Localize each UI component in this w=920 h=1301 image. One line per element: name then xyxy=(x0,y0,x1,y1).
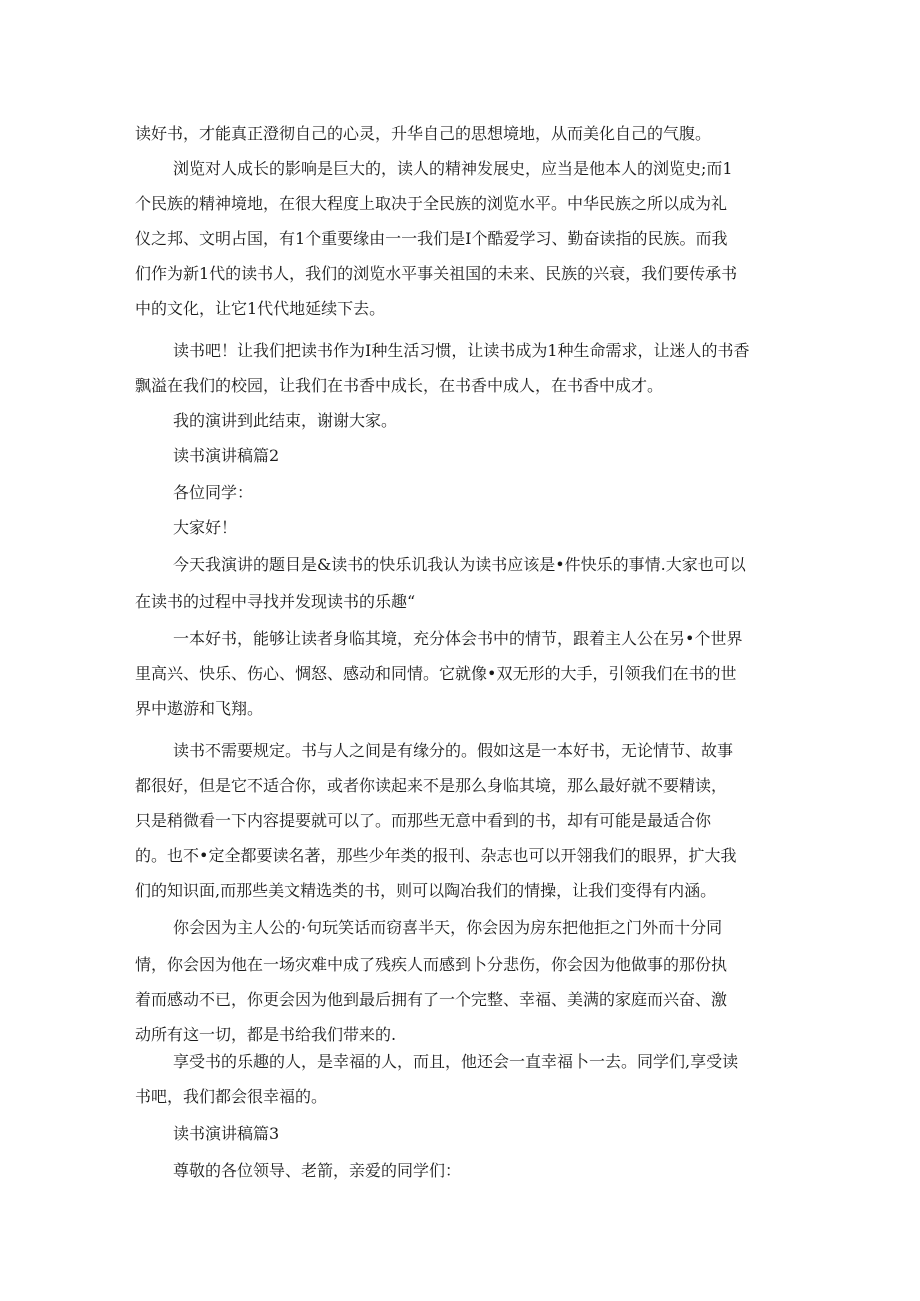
section-heading: 读书演讲稿篇2 xyxy=(173,446,280,465)
body-line: 读好书，才能真正澄彻自己的心灵，升华自己的思想境地，从而美化自己的气腹。 xyxy=(135,124,712,143)
body-line: 飘溢在我们的校园，让我们在书香中成长，在书香中成人，在书香中成才。 xyxy=(135,376,664,395)
body-line: 里高兴、快乐、伤心、惆怒、感动和同情。它就像•双无形的大手，引领我们在书的世 xyxy=(135,664,737,683)
body-line: 都很好，但是它不适合你，或者你读起来不是那么身临其境，那么最好就不要精读， xyxy=(135,776,728,795)
greeting: 大家好！ xyxy=(173,518,238,537)
body-line: 动所有这一切，都是书给我们带来的. xyxy=(135,1025,397,1044)
body-line: 个民族的精神境地，在很大程度上取决于全民族的浏览水平。中华民族之所以成为礼 xyxy=(135,194,728,213)
body-line: 们作为新1代的读书人，我们的浏览水平事关祖国的未来、民族的兴衰，我们要传承书 xyxy=(135,264,738,283)
body-line: 在读书的过程中寻找并发现读书的乐趣“ xyxy=(135,592,416,611)
paragraph-start-line: 一本好书，能够让读者身临其境，充分体会书中的情节，跟着主人公在另•个世界 xyxy=(173,629,743,648)
body-line: 仪之邦、文明占国，有1个重要缘由一一我们是I个酷爱学习、勤奋读指的民族。而我 xyxy=(135,229,728,248)
paragraph-start-line: 享受书的乐趣的人，是幸福的人，而且，他还会一直幸福卜一去。同学们,享受读 xyxy=(173,1052,739,1071)
body-line: 的。也不•定全都要读名著，那些少年类的报刊、杂志也可以开翎我们的眼界，扩大我 xyxy=(135,846,737,865)
salutation: 各位同学： xyxy=(173,483,254,502)
paragraph-start-line: 我的演讲到此结束，谢谢大家。 xyxy=(173,411,398,430)
paragraph-start-line: 今天我演讲的题目是&读书的快乐讥我认为读书应该是•件快乐的事情.大家也可以 xyxy=(173,555,746,574)
paragraph-start-line: 读书吧！让我们把读书作为I种生活习惯，让读书成为1种生命需求，让迷人的书香 xyxy=(173,341,750,360)
salutation: 尊敬的各位领导、老箭，亲爱的同学们： xyxy=(173,1161,462,1180)
paragraph-start-line: 你会因为主人公的·句玩笑话而窃喜半天，你会因为房东把他拒之门外而十分同 xyxy=(173,918,723,937)
body-line: 书吧，我们都会很幸福的。 xyxy=(135,1087,328,1106)
body-line: 着而感动不已，你更会因为他到最后拥有了一个完整、幸福、美满的家庭而兴奋、激 xyxy=(135,990,728,1009)
section-heading: 读书演讲稿篇3 xyxy=(173,1124,280,1143)
body-line: 界中遨游和飞翔。 xyxy=(135,699,264,718)
paragraph-start-line: 读书不需要规定。书与人之间是有缘分的。假如这是一本好书，无论情节、故事 xyxy=(173,741,734,760)
body-line: 们的知识面,而那些美文精选类的书，则可以陶冶我们的情操，让我们变得有内涵。 xyxy=(135,881,717,900)
body-line: 情，你会因为他在一场灾难中成了残疾人而感到卜分悲伤，你会因为他做事的那份执 xyxy=(135,955,728,974)
body-line: 中的文化，让它1代代地延续下去。 xyxy=(135,299,386,318)
body-line: 只是稍微看一下内容提要就可以了。而那些无意中看到的书，却有可能是最适合你 xyxy=(135,811,712,830)
paragraph-start-line: 浏览对人成长的影响是巨大的，读人的精神发展史，应当是他本人的浏览史;而1 xyxy=(173,159,733,178)
